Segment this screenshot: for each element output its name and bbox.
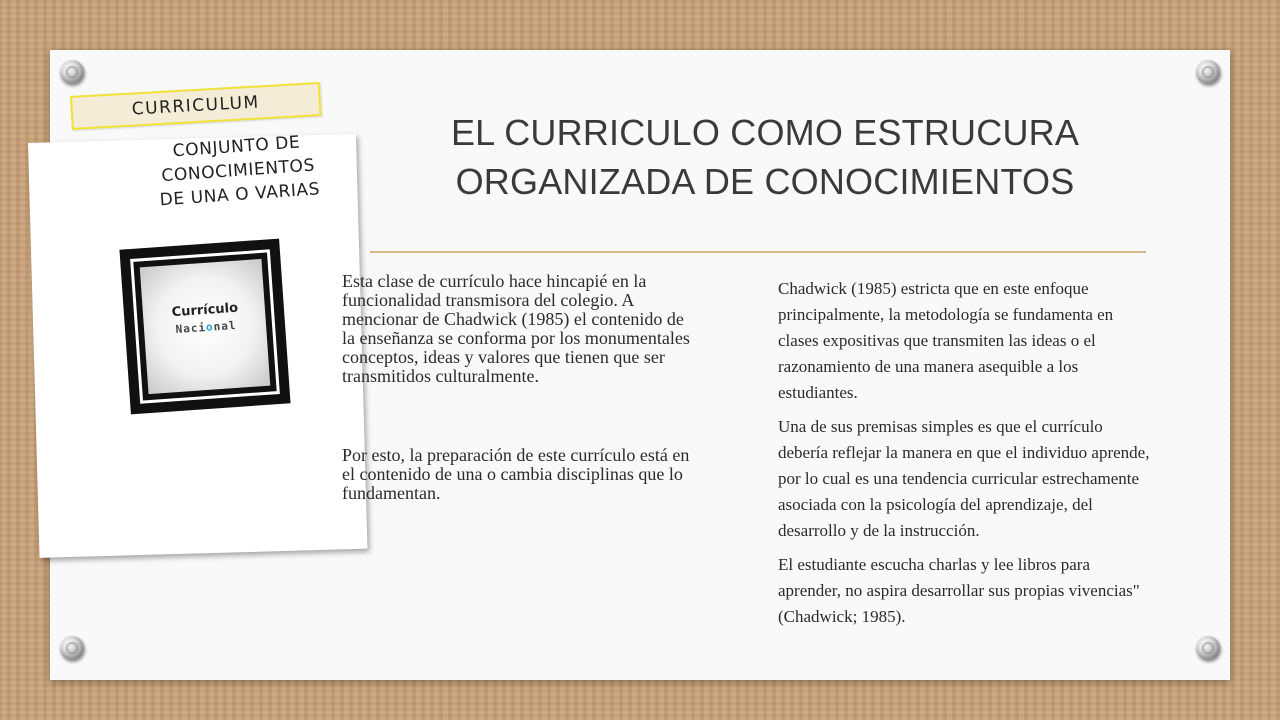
slide-title-line1: EL CURRICULO COMO ESTRUCURA (450, 112, 1080, 153)
pushpin-icon (60, 60, 84, 84)
right-paragraph-3: El estudiante escucha charlas y lee libros para aprender, no aspira desarrollar sus propias vivencias" (Chadwick; 1985). (778, 555, 1140, 626)
slide-title-line2: ORGANIZADA DE CONOCIMIENTOS (455, 161, 1075, 202)
left-paragraph-2: Por esto, la preparación de este currículo está en el contenido de una o cambia disciplinas que lo fundamentan. (342, 445, 690, 503)
logo-title: Currículo (171, 300, 239, 321)
note-line: CONOCIMIENTOS (160, 155, 316, 187)
right-paragraph-1: Chadwick (1985) estricta que en este enfoque principalmente, la metodología se fundamenta en clases expositivas que transmiten las ideas o el razonamiento de una manera asequible a los estudiantes. (778, 279, 1114, 402)
title-divider (370, 251, 1146, 253)
note-line: CONJUNTO DE (172, 132, 301, 162)
left-paragraph-1: Esta clase de currículo hace hincapié en la funcionalidad transmisora del colegio. A mencionar de Chadwick (1985) el contenido de la enseñanza se conforma por los monumentales conceptos, ideas y valores que tienen que ser transmitidos culturalmente. (342, 271, 690, 386)
right-paragraph-2: Una de sus premisas simples es que el currículo debería reflejar la manera en que el individuo aprende, por lo cual es una tendencia curricular estrechamente asociada con la psicología del aprendizaje, del desarrollo y de la instrucción. (778, 417, 1150, 540)
curriculum-tape-label: CURRICULUM (70, 82, 322, 130)
note-line: DE UNA O VARIAS (159, 179, 321, 211)
slide-title (380, 108, 1150, 206)
right-column (778, 276, 1150, 638)
pushpin-icon (1196, 636, 1220, 660)
curriculo-nacional-image (119, 239, 290, 415)
logo-subtitle: Nacional (175, 318, 237, 337)
pushpin-icon (60, 636, 84, 660)
pushpin-icon (1196, 60, 1220, 84)
left-column (342, 272, 694, 503)
